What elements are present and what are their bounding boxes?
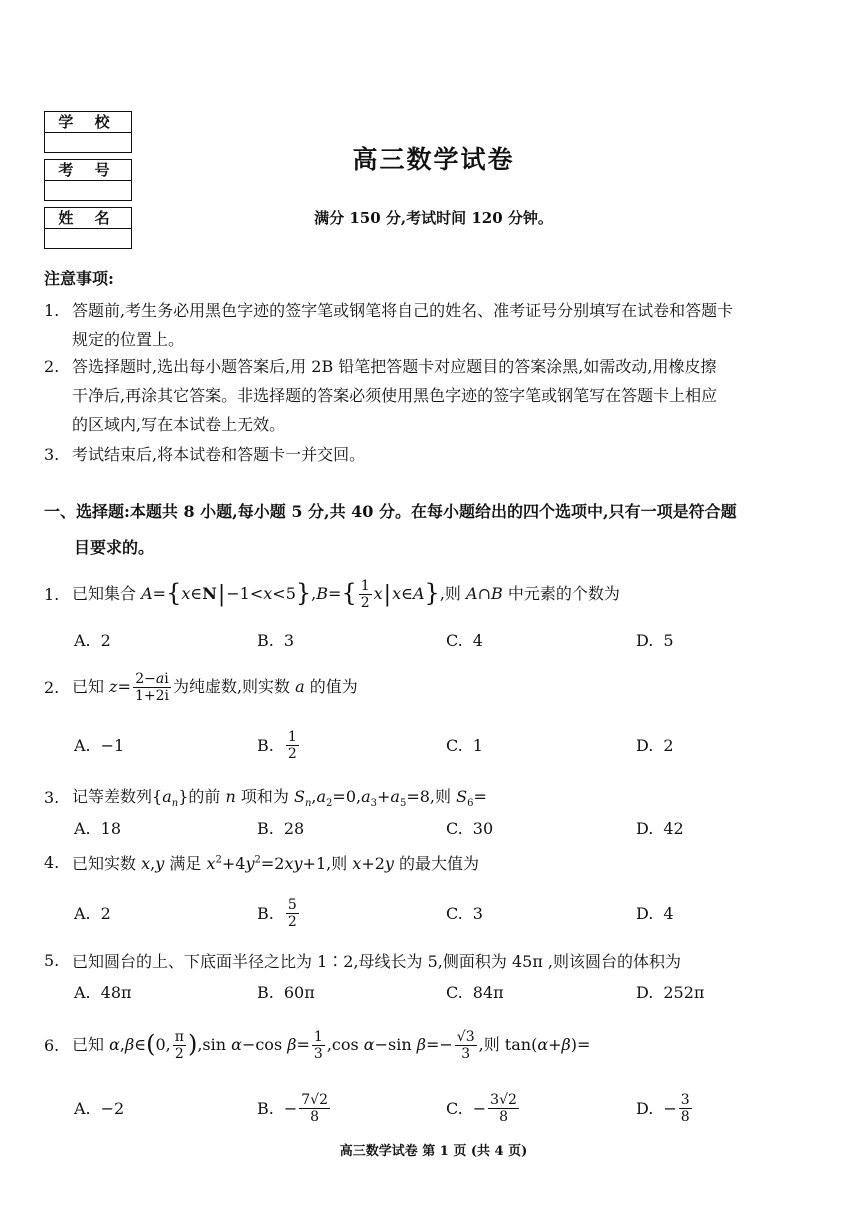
option-label: A. [74,982,91,1002]
question-text: 已知 α,β∈(0, $\frac{\pi}{2}$ ),sin α−cos β= $\frac{1}{3}$ ,cos α−sin β=− $\frac{√3}{3}$ ,则 tan(α+β)= [72,1028,591,1062]
notice-text: 答选择题时,选出每小题答案后,用 2B 铅笔把答题卡对应题目的答案涂黑,如需改动,用橡皮擦 [72,357,717,376]
question-text: 记等差数列$\{a_n\}$的前 n 项和为 $S_n,a_2=0,a_3+a_5=8$,则 $S_6=$ [72,787,487,810]
section-line: 一、选择题:本题共 8 小题,每小题 5 分,共 40 分。在每小题给出的四个选项中,只有一项是符合题 [44,502,737,521]
option-label: C. [446,1098,463,1118]
option-value: 84π [472,982,504,1002]
fraction-denominator: 2 [287,745,297,762]
option-label: D. [636,630,654,650]
option-value: 30 [472,818,494,838]
notice-heading: 注意事项: [44,269,114,288]
option-d[interactable] [636,972,704,1012]
option-a[interactable] [74,725,124,765]
option-value: 3 [283,630,295,650]
fraction-denominator: 8 [499,1108,508,1125]
notice-item-1 [44,296,824,354]
question-text: 已知 z= $\frac{2-ai}{1+2i}$ 为纯虚数,则实数 a 的值为 [72,670,358,704]
option-value: 28 [283,818,305,838]
question-number: 5. [44,950,60,970]
notice-text: 答题前,考生务必用黑色字迹的签字笔或钢笔将自己的姓名、准考证号分别填写在试卷和答题卡 [72,301,734,320]
option-a[interactable] [74,620,111,660]
question-text: 已知集合 A={x∈N|−1<x<5},B={ $\frac{1}{2}$ x|x∈A},则 A∩B 中元素的个数为 [72,577,620,611]
option-a[interactable] [74,893,111,933]
option-label: D. [636,903,654,923]
option-label: D. [636,735,654,755]
option-c[interactable] [446,725,483,765]
option-label: A. [74,818,91,838]
question-2-options [74,725,774,765]
fraction-numerator: 3 [680,1091,690,1108]
fraction-denominator: 8 [680,1108,690,1125]
option-value: 2 [663,735,674,755]
fraction-numerator: 5 [287,896,297,913]
option-sign: − [283,1098,298,1118]
option-a[interactable] [74,1088,124,1128]
question-4-options [74,893,774,933]
option-b[interactable] [257,972,315,1012]
fraction-numerator: 7√2 [301,1091,328,1108]
notice-number: 1. [44,301,60,320]
option-value: 2 [100,630,111,650]
option-label: D. [636,982,654,1002]
notice-item-3 [44,440,824,469]
option-label: B. [257,903,274,923]
option-label: D. [636,1098,654,1118]
option-value: 42 [663,818,684,838]
question-number: 2. [44,677,60,697]
option-fraction [286,897,299,930]
option-label: B. [257,1098,274,1118]
option-fraction [299,1092,330,1125]
question-5-options [74,972,774,1012]
option-c[interactable] [446,620,483,660]
option-value: 4 [663,903,674,923]
page-footer: 高三数学试卷 第 1 页 (共 4 页) [339,1144,528,1159]
option-a[interactable] [74,972,132,1012]
question-1-options [74,620,774,660]
option-label: C. [446,630,463,650]
notice-number: 2. [44,357,60,376]
option-value: 2 [100,903,111,923]
notice-text: 的区域内,写在本试卷上无效。 [72,415,286,434]
question-number: 6. [44,1035,60,1055]
option-value: 60π [283,982,315,1002]
option-value: −2 [100,1098,125,1118]
option-c[interactable] [446,1088,521,1128]
option-label: B. [257,818,274,838]
question-6 [44,1025,834,1065]
notice-text: 干净后,再涂其它答案。非选择题的答案必须使用黑色字迹的签字笔或钢笔写在答题卡上相应 [72,386,718,405]
question-6-options [74,1088,774,1128]
option-b[interactable] [257,725,301,765]
notice-item-2 [44,352,824,439]
option-label: A. [74,735,91,755]
question-number: 3. [44,787,60,807]
option-d[interactable] [636,893,674,933]
notice-text: 规定的位置上。 [72,330,185,349]
section-line: 目要求的。 [74,538,155,557]
notice-text: 考试结束后,将本试卷和答题卡一并交回。 [72,445,366,464]
option-label: A. [74,1098,91,1118]
option-fraction [488,1092,519,1125]
option-label: C. [446,903,463,923]
option-d[interactable] [636,1088,694,1128]
question-number: 1. [44,584,60,604]
option-value: −1 [100,735,125,755]
name-field[interactable] [45,229,131,248]
option-value: 5 [663,630,674,650]
option-label: C. [446,982,463,1002]
option-value: 3 [472,903,483,923]
option-c[interactable] [446,972,504,1012]
option-c[interactable] [446,893,483,933]
section-heading [44,494,824,566]
name-label: 姓 名 [45,208,131,229]
option-b[interactable] [257,1088,332,1128]
option-label: C. [446,735,463,755]
option-value: 48π [100,982,132,1002]
option-b[interactable] [257,620,294,660]
school-label: 学 校 [45,112,131,133]
notice-number: 3. [44,445,60,464]
option-label: B. [257,735,274,755]
fraction-numerator: 3√2 [490,1091,517,1108]
option-value: 1 [472,735,483,755]
question-2 [44,667,834,707]
option-d[interactable] [636,725,674,765]
option-fraction [286,729,299,762]
question-text: 已知实数 x,y 满足 $x^2+4y^2=2xy+1$,则 x+2y 的最大值为 [72,853,480,873]
exam-number-field[interactable] [45,181,131,200]
option-fraction [679,1092,692,1125]
option-label: D. [636,818,654,838]
question-number: 4. [44,852,60,872]
option-sign: − [663,1098,677,1118]
option-b[interactable] [257,893,301,933]
option-label: C. [446,818,463,838]
option-d[interactable] [636,620,674,660]
option-value: 252π [663,982,705,1002]
question-4 [44,842,834,882]
option-label: B. [257,982,274,1002]
fraction-denominator: 8 [310,1108,320,1125]
exam-subtitle: 满分 150 分,考试时间 120 分钟。 [314,209,553,227]
question-1 [44,574,834,614]
option-label: B. [257,630,274,650]
option-sign: − [472,1098,487,1118]
option-value: 4 [472,630,483,650]
page-title: 高三数学试卷 [352,145,515,174]
fraction-numerator: 1 [287,728,297,745]
option-label: A. [74,903,91,923]
exam-number-label: 考 号 [45,160,131,181]
question-text: 已知圆台的上、下底面半径之比为 1∶2,母线长为 5,侧面积为 45π ,则该圆台的体积为 [72,951,682,971]
option-label: A. [74,630,91,650]
option-value: 18 [100,818,121,838]
fraction-denominator: 2 [287,913,297,930]
